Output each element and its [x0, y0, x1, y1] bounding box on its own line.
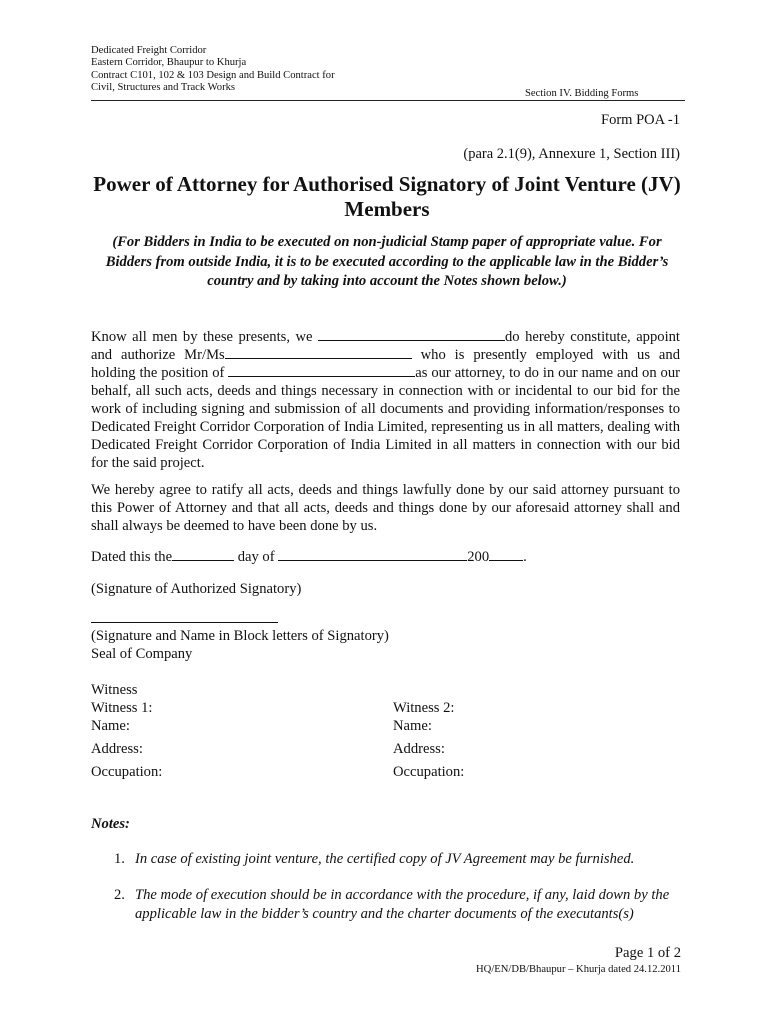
signature-authorized-label: (Signature of Authorized Signatory) — [91, 581, 302, 597]
witness-1-address-label: Address: — [91, 741, 143, 757]
date-month-blank[interactable] — [278, 548, 467, 561]
para1-part-c: who is presently employed with us and holding the position of — [91, 347, 680, 381]
day-of-label: day of — [234, 549, 279, 565]
witness-1-name-label: Name: — [91, 718, 130, 734]
signature-name-label: (Signature and Name in Block letters of Signatory) — [91, 628, 389, 644]
paragraph-ratification: We hereby agree to ratify all acts, deeds and things lawfully done by our said attorney pursuant to this Power of Attorney and that all acts, deeds and things done by our aforesaid attorney shall and shall always be deemed to have been done by us. — [91, 482, 680, 534]
dated-label: Dated this the — [91, 549, 173, 565]
header-line: Eastern Corridor, Bhaupur to Khurja — [91, 57, 247, 69]
header-line: Dedicated Freight Corridor — [91, 45, 207, 56]
header-section: Section IV. Bidding Forms — [525, 88, 639, 99]
attorney-name-blank[interactable] — [225, 346, 412, 359]
title-line-1: Power of Attorney for Authorised Signatory of Joint Venture (JV) — [93, 172, 681, 196]
position-blank[interactable] — [228, 364, 415, 377]
header-divider — [91, 100, 685, 101]
note-text: In case of existing joint venture, the certified copy of JV Agreement may be furnished. — [135, 851, 635, 867]
date-day-blank[interactable] — [172, 548, 234, 561]
witness-2-name-label: Name: — [393, 718, 432, 734]
footer-reference: HQ/EN/DB/Bhaupur – Khurja dated 24.12.2011 — [476, 964, 681, 975]
header-line: Contract C101, 102 & 103 Design and Build Contract for — [91, 69, 335, 81]
note-item — [114, 850, 684, 869]
form-number: Form POA -1 — [601, 112, 680, 128]
witness-2-label: Witness 2: — [393, 700, 455, 716]
company-name-blank[interactable] — [318, 328, 505, 341]
para1-part-a: Know all men by these presents, we — [91, 329, 318, 345]
note-number: 2. — [114, 887, 125, 903]
dated-period: . — [523, 549, 527, 565]
document-subtitle: (For Bidders in India to be executed on non-judicial Stamp paper of appropriate value. For Bidders from outside India, it is to be executed according to the applicable law in the Bidder’s country and by taking into account the Notes shown below.) — [105, 234, 669, 289]
header-line: Civil, Structures and Track Works — [91, 81, 236, 93]
paragraph-reference: (para 2.1(9), Annexure 1, Section III) — [463, 146, 680, 162]
notes-heading: Notes: — [91, 816, 130, 832]
witness-heading: Witness — [91, 682, 138, 698]
document-header — [91, 45, 335, 94]
para1-part-d: as our attorney, to do in our name and on our behalf, all such acts, deeds and things necessary in connection with or incidental to our bid for the work of including signing and submission of all documents and providing information/responses to Dedicated Freight Corridor Corporation of India Limited, representing us in all matters, dealing with Dedicated Freight Corridor Corporation of India Limited in all matters in connection with our bid for the said project. — [91, 365, 680, 471]
seal-label: Seal of Company — [91, 646, 193, 662]
paragraph-appointment — [91, 328, 680, 472]
dated-line — [91, 548, 527, 566]
signature-line[interactable] — [91, 622, 278, 623]
year-prefix: 200 — [467, 549, 490, 565]
witness-1-label: Witness 1: — [91, 700, 153, 716]
witness-2-address-label: Address: — [393, 741, 445, 757]
note-text: The mode of execution should be in accordance with the procedure, if any, laid down by the applicable law in the bidder’s country and the charter documents of the executants(s) — [135, 887, 670, 922]
title-line-2: Members — [344, 197, 430, 221]
note-number: 1. — [114, 851, 125, 867]
page-number: Page 1 of 2 — [614, 945, 681, 961]
para1-part-b: do hereby constitute, appoint and authorize Mr/Ms — [91, 329, 680, 363]
witness-1-occupation-label: Occupation: — [91, 764, 163, 780]
note-item — [114, 886, 684, 924]
document-title — [91, 172, 683, 222]
witness-2-occupation-label: Occupation: — [393, 764, 465, 780]
date-year-blank[interactable] — [489, 548, 523, 561]
